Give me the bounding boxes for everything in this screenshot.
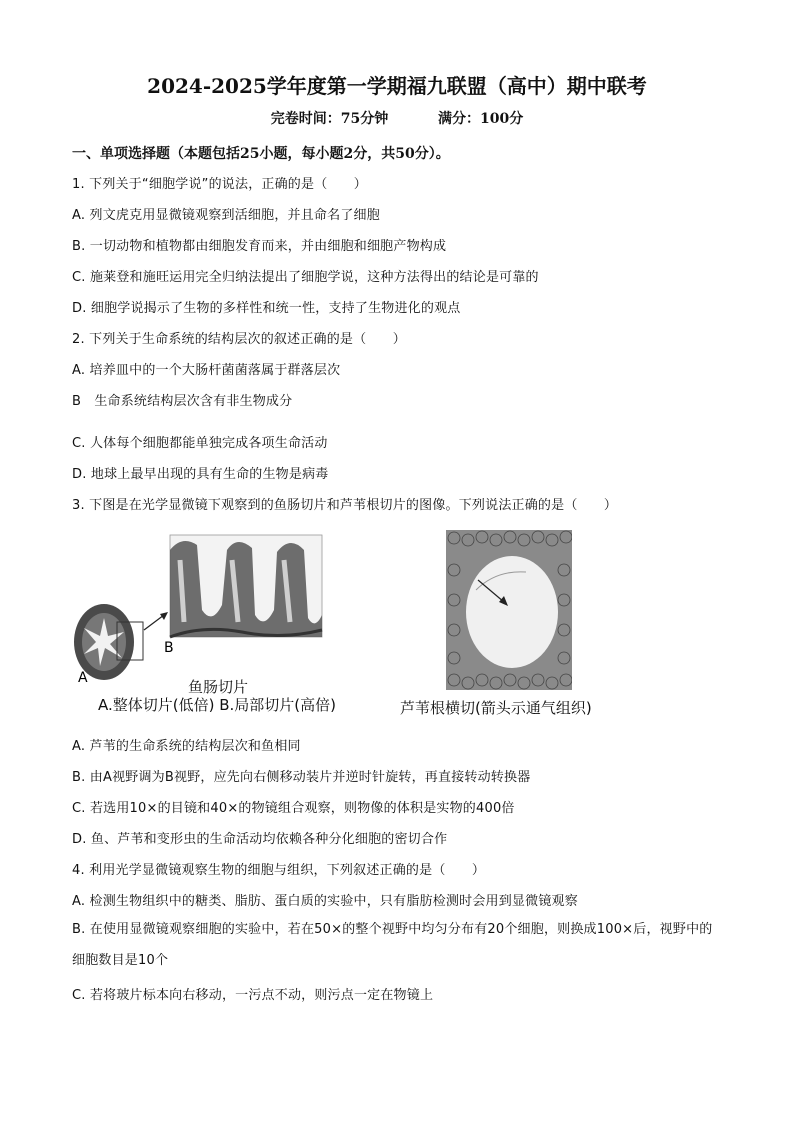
fish-caption: A.整体切片(低倍) B.局部切片(高倍) (98, 696, 337, 714)
q1-option-b: B. 一切动物和植物都由细胞发育而来，并由细胞和细胞产物构成 (72, 239, 447, 254)
reed-root-figure (446, 530, 572, 690)
q4-option-b: B. 在使用显微镜观察细胞的实验中，若在50×的整个视野中均匀分布有20个细胞，则换成100×后，视野中的细胞数目是10个 (72, 922, 713, 968)
q1-option-a: A. 列文虎克用显微镜观察到活细胞，并且命名了细胞 (72, 208, 380, 223)
q2-option-c: C. 人体每个细胞都能单独完成各项生命活动 (72, 436, 328, 451)
q1-stem: 1. 下列关于“细胞学说”的说法，正确的是（ ） (72, 177, 368, 192)
fish-title: 鱼肠切片 (188, 678, 249, 696)
q2-option-b: B 生命系统结构层次含有非生物成分 (72, 394, 293, 409)
q3-stem: 3. 下图是在光学显微镜下观察到的鱼肠切片和芦苇根切片的图像。下列说法正确的是（ ） (72, 498, 618, 513)
exam-subtitle (0, 108, 794, 128)
q1-option-c: C. 施莱登和施旺运用完全归纳法提出了细胞学说，这种方法得出的结论是可靠的 (72, 270, 539, 285)
q4-option-a: A. 检测生物组织中的糖类、脂肪、蛋白质的实验中，只有脂肪检测时会用到显微镜观察 (72, 894, 578, 909)
label-a: A (78, 670, 88, 686)
q3-option-c: C. 若选用10×的目镜和40×的物镜组合观察，则物像的体积是实物的400倍 (72, 801, 515, 816)
q3-option-a: A. 芦苇的生命系统的结构层次和鱼相同 (72, 739, 301, 754)
q4-option-c: C. 若将玻片标本向右移动，一污点不动，则污点一定在物镜上 (72, 988, 434, 1003)
q2-option-d: D. 地球上最早出现的具有生命的生物是病毒 (72, 467, 329, 482)
q2-option-a: A. 培养皿中的一个大肠杆菌菌落属于群落层次 (72, 363, 341, 378)
exam-time: 完卷时间：75分钟 (270, 111, 389, 127)
q1-option-d: D. 细胞学说揭示了生物的多样性和统一性，支持了生物进化的观点 (72, 301, 461, 316)
label-b: B (164, 640, 174, 656)
section-title: 一、单项选择题（本题包括25小题，每小题2分，共50分）。 (72, 146, 450, 162)
q2-stem: 2. 下列关于生命系统的结构层次的叙述正确的是（ ） (72, 332, 406, 347)
exam-title: 2024-2025学年度第一学期福九联盟（高中）期中联考 (147, 74, 647, 98)
q3-option-d: D. 鱼、芦苇和变形虫的生命活动均依赖各种分化细胞的密切合作 (72, 832, 448, 847)
q4-stem: 4. 利用光学显微镜观察生物的细胞与组织，下列叙述正确的是（ ） (72, 863, 486, 878)
reed-caption: 芦苇根横切(箭头示通气组织) (400, 699, 592, 717)
reed-root-illustration (446, 530, 572, 690)
q3-option-b: B. 由A视野调为B视野，应先向右侧移动装片并逆时针旋转，再直接转动转换器 (72, 770, 531, 785)
exam-score: 满分：100分 (438, 111, 524, 127)
